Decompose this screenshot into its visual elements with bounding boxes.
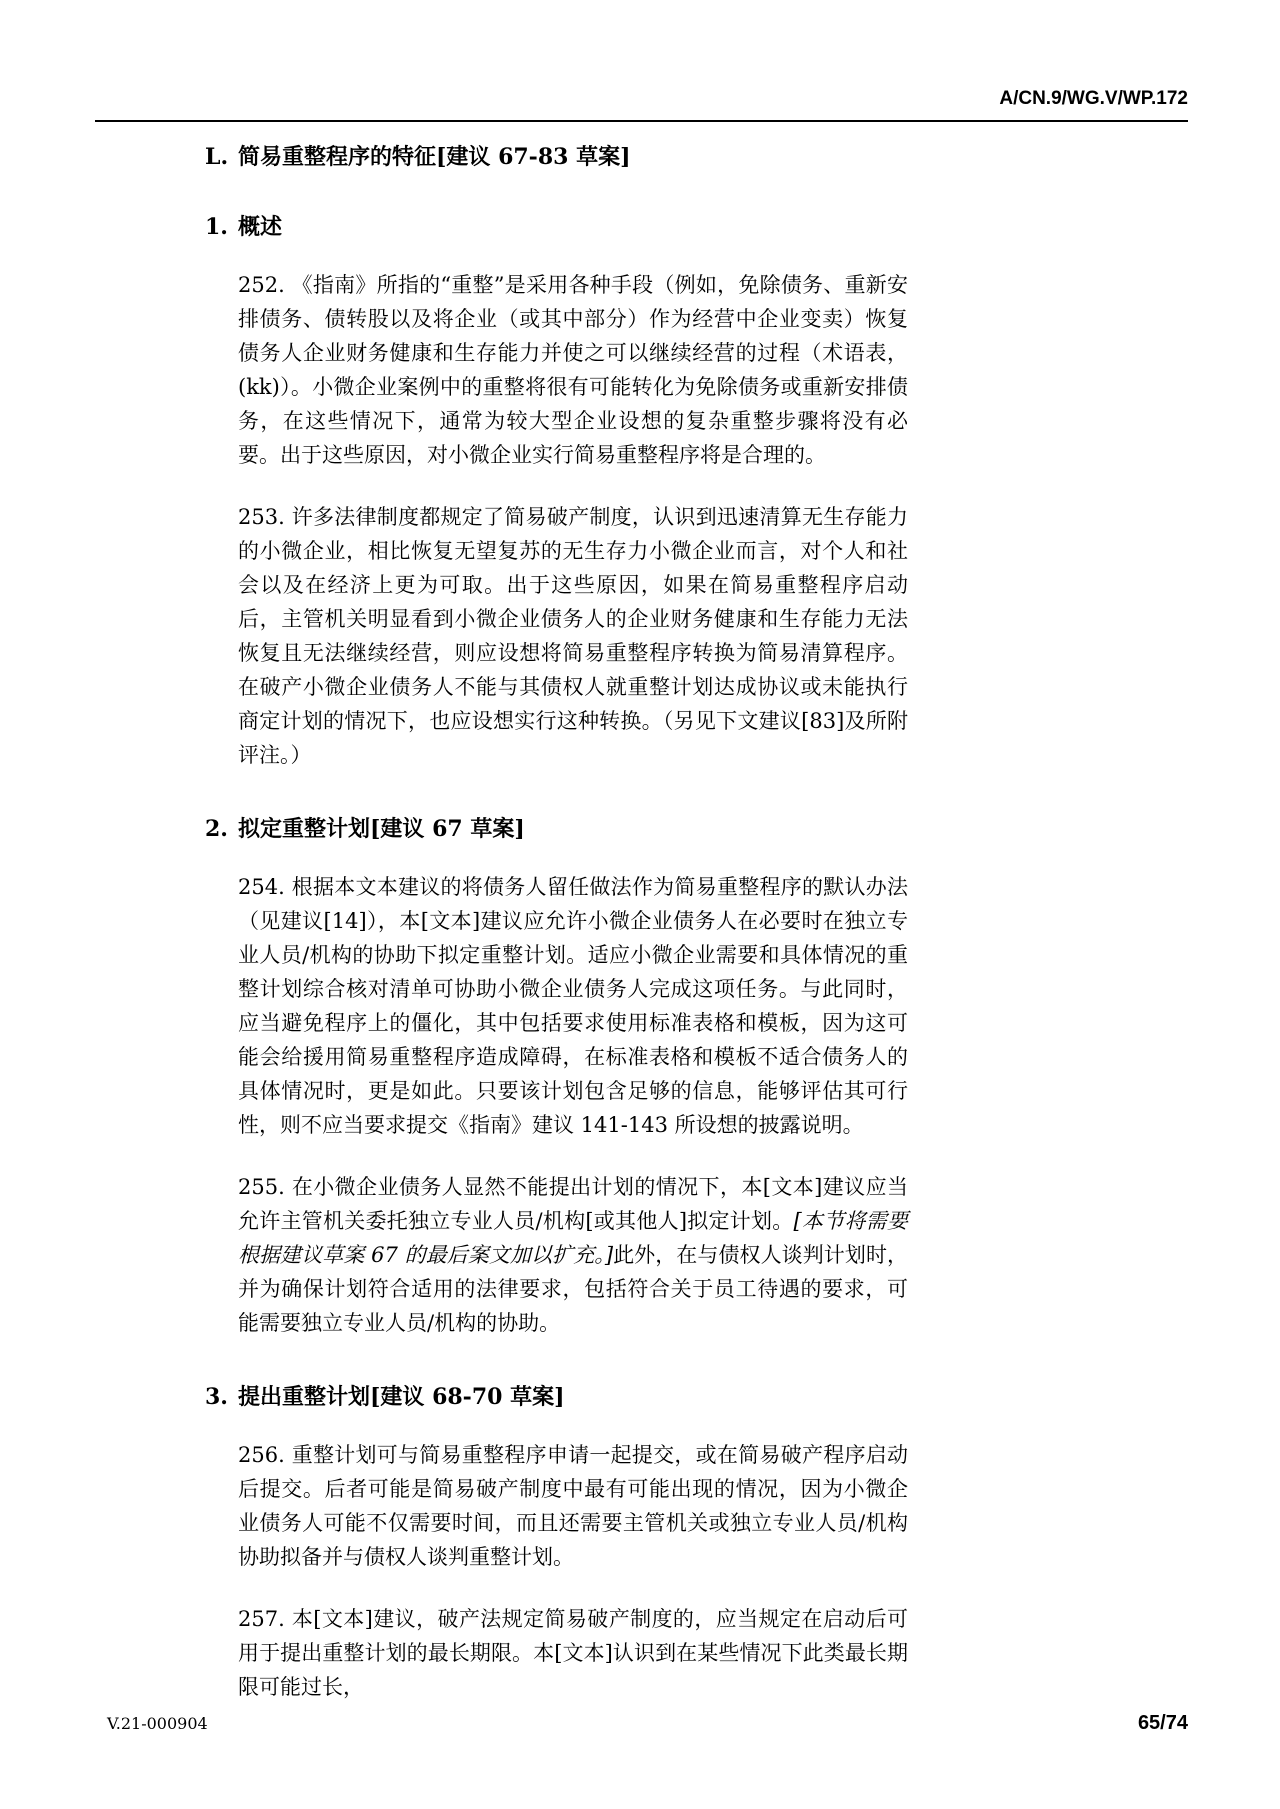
subsection-label: 2. [205, 816, 228, 842]
paragraph-257 [238, 1602, 908, 1704]
section-title: 简易重整程序的特征[建议 67-83 草案] [238, 144, 631, 170]
footer-doc-number: V.21-000904 [107, 1714, 208, 1733]
paragraph-255 [238, 1170, 908, 1340]
paragraph-254 [238, 870, 908, 1142]
page-header [95, 0, 1188, 110]
subsection-title: 提出重整计划[建议 68-70 草案] [238, 1384, 565, 1410]
paragraph-253 [238, 500, 908, 772]
paragraph-text: 256. 重整计划可与简易重整程序申请一起提交，或在简易破产程序启动后提交。后者可能是简易破产制度中最有可能出现的情况，因为小微企业债务人可能不仅需要时间，而且还需要主管机关或独立专业人员/机构协助拟备并与债权人谈判重整计划。 [238, 1443, 908, 1569]
paragraph-252 [238, 268, 908, 472]
subsection-heading-3 [205, 1384, 909, 1410]
paragraph-text-italic-note: [本节将需要根据建议草案 67 的最后案文加以扩充。] [238, 1209, 908, 1267]
footer-page-number: 65/74 [1137, 1712, 1188, 1734]
subsection-title: 概述 [238, 214, 283, 240]
subsection-label: 1. [205, 214, 228, 240]
subsection-label: 3. [205, 1384, 228, 1410]
section-heading-L [205, 144, 909, 170]
subsection-title: 拟定重整计划[建议 67 草案] [238, 816, 525, 842]
paragraph-text: 257. 本[文本]建议，破产法规定简易破产制度的，应当规定在启动后可用于提出重整计划的最长期限。本[文本]认识到在某些情况下此类最长期限可能过长， [238, 1607, 908, 1699]
section-label: L. [205, 144, 229, 170]
subsection-heading-1 [205, 214, 909, 240]
document-body [205, 144, 909, 1704]
paragraph-256 [238, 1438, 908, 1574]
doc-symbol: A/CN.9/WG.V/WP.172 [999, 88, 1188, 109]
header-rule [95, 120, 1188, 122]
paragraph-text: 255. 在小微企业债务人显然不能提出计划的情况下，本[文本]建议应当允许主管机关委托独立专业人员/机构[或其他人]拟定计划。 [238, 1175, 908, 1233]
paragraph-text: 此外，在与债权人谈判计划时，并为确保计划符合适用的法律要求，包括符合关于员工待遇的要求，可能需要独立专业人员/机构的协助。 [238, 1243, 909, 1335]
subsection-heading-2 [205, 816, 909, 842]
page-footer [107, 1712, 1188, 1735]
paragraph-text: 254. 根据本文本建议的将债务人留任做法作为简易重整程序的默认办法（见建议[14]），本[文本]建议应允许小微企业债务人在必要时在独立专业人员/机构的协助下拟定重整计划。适应小微企业需要和具体情况的重整计划综合核对清单可协助小微企业债务人完成这项任务。与此同时，应当避免程序上的僵化，其中包括要求使用标准表格和模板，因为这可能会给援用简易重整程序造成障碍，在标准表格和模板不适合债务人的具体情况时，更是如此。只要该计划包含足够的信息，能够评估其可行性，则不应当要求提交《指南》建议 141-143 所设想的披露说明。 [238, 875, 908, 1137]
paragraph-text: 253. 许多法律制度都规定了简易破产制度，认识到迅速清算无生存能力的小微企业，相比恢复无望复苏的无生存力小微企业而言，对个人和社会以及在经济上更为可取。出于这些原因，如果在简易重整程序启动后，主管机关明显看到小微企业债务人的企业财务健康和生存能力无法恢复且无法继续经营，则应设想将简易重整程序转换为简易清算程序。在破产小微企业债务人不能与其债权人就重整计划达成协议或未能执行商定计划的情况下，也应设想实行这种转换。（另见下文建议[83]及所附评注。） [238, 505, 908, 767]
paragraph-text: 252. 《指南》所指的“重整”是采用各种手段（例如，免除债务、重新安排债务、债转股以及将企业（或其中部分）作为经营中企业变卖）恢复债务人企业财务健康和生存能力并使之可以继续经营的过程（术语表，(kk)）。小微企业案例中的重整将很有可能转化为免除债务或重新安排债务，在这些情况下，通常为较大型企业设想的复杂重整步骤将没有必要。出于这些原因，对小微企业实行简易重整程序将是合理的。 [238, 273, 908, 467]
